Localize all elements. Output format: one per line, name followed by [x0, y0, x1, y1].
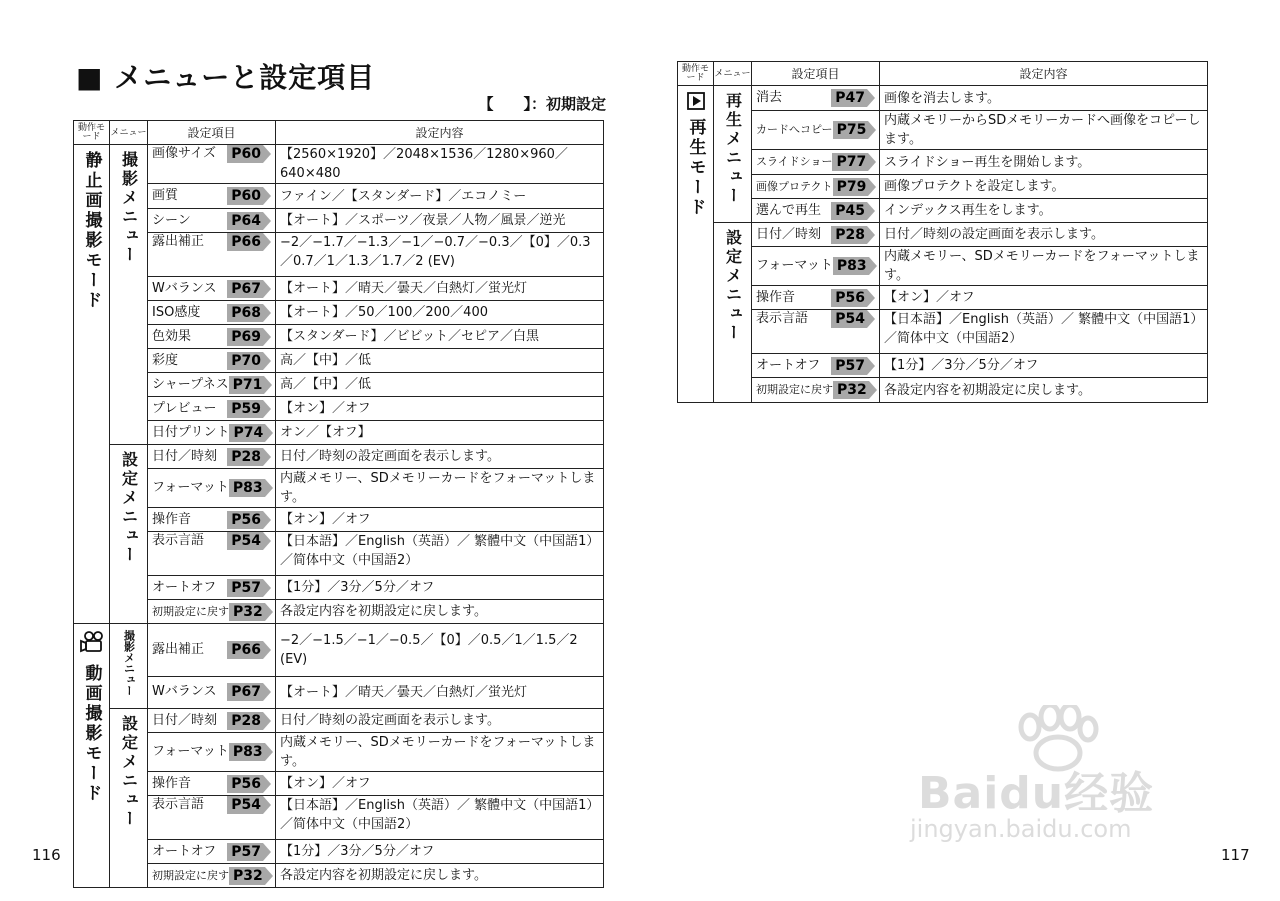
setting-item-label: 画像プロテクト: [756, 179, 833, 193]
mode-playback: 再生モード: [678, 86, 714, 403]
table-row: [74, 469, 604, 508]
setting-content: 【2560×1920】／2048×1536／1280×960／640×480: [276, 145, 604, 184]
setting-item: [148, 532, 276, 576]
setting-item-label: 日付／時刻: [756, 226, 822, 242]
header-menu: メニュー: [714, 62, 752, 86]
table-row: [74, 532, 604, 576]
menu-playback: 再生メニュー: [714, 86, 752, 223]
table-row: [74, 600, 604, 624]
page-title: ■ メニューと設定項目: [76, 61, 376, 94]
page-reference: P69: [227, 328, 263, 346]
table-row: [74, 624, 604, 677]
page-reference: P57: [227, 843, 263, 861]
setting-item-label: オートオフ: [152, 579, 217, 595]
setting-item: [148, 733, 276, 772]
setting-content: 【オート】／晴天／曇天／白熱灯／蛍光灯: [276, 676, 604, 708]
page-reference: P67: [227, 280, 263, 298]
setting-item: [148, 624, 276, 677]
header-mode: 動作モード: [678, 62, 714, 86]
setting-content: −2／−1.5／−1／−0.5／【0】／0.5／1／1.5／2 (EV): [276, 624, 604, 677]
page-reference: P28: [831, 226, 867, 244]
setting-item: [148, 145, 276, 184]
setting-item: [148, 508, 276, 532]
setting-content: オン／【オフ】: [276, 421, 604, 445]
setting-item-label: 露出補正: [152, 641, 205, 657]
table-row: [678, 378, 1208, 403]
page-reference: P66: [227, 641, 263, 659]
table-row: [74, 840, 604, 864]
setting-item-label: Wバランス: [152, 280, 217, 296]
setting-item-label: 表示言語: [152, 797, 205, 812]
setting-item: [148, 600, 276, 624]
table-row: [74, 508, 604, 532]
setting-item-label: 日付プリント: [152, 424, 230, 440]
setting-content: 【オン】／オフ: [276, 772, 604, 796]
play-icon: [687, 92, 705, 110]
setting-item-label: 消去: [756, 90, 783, 105]
setting-item: [148, 469, 276, 508]
setting-content: 【日本語】／English（英語）／ 繁體中文（中国語1）／简体中文（中国語2）: [880, 310, 1208, 354]
table-row: [74, 796, 604, 840]
setting-item: [752, 247, 880, 286]
setting-item: [752, 378, 880, 403]
table-row: [74, 709, 604, 733]
setting-item-label: シャープネス: [152, 376, 229, 392]
table-row: [678, 199, 1208, 223]
menu-setup: 設定メニュー: [110, 709, 148, 888]
setting-item-label: 表示言語: [152, 533, 205, 548]
setting-item: [148, 796, 276, 840]
setting-item-label: 表示言語: [756, 311, 809, 326]
page-reference: P32: [229, 603, 265, 621]
table-row: [678, 286, 1208, 310]
header-item: 設定項目: [752, 62, 880, 86]
page-reference: P60: [227, 145, 263, 163]
setting-item: [752, 223, 880, 247]
header-menu: メニュー: [110, 121, 148, 145]
table-row: [74, 676, 604, 708]
left-settings-table: [73, 120, 604, 888]
page-reference: P56: [227, 775, 263, 793]
setting-content: 各設定内容を初期設定に戻します。: [276, 864, 604, 888]
page-number-left: 116: [32, 846, 61, 864]
setting-item: [148, 576, 276, 600]
setting-item-label: 選んで再生: [756, 202, 822, 218]
table-row: [678, 150, 1208, 175]
menu-setup: 設定メニュー: [714, 223, 752, 403]
movie-camera-icon: [80, 630, 104, 656]
setting-item-label: 画像サイズ: [152, 146, 216, 161]
setting-item: [148, 840, 276, 864]
setting-item: [148, 772, 276, 796]
setting-content: 【スタンダード】／ビビット／セピア／白黒: [276, 325, 604, 349]
setting-content: 【オート】／50／100／200／400: [276, 301, 604, 325]
table-row: [74, 145, 604, 184]
setting-item-label: オートオフ: [152, 843, 217, 859]
table-row: [74, 325, 604, 349]
setting-item-label: スライドショー: [756, 155, 833, 168]
watermark-brand: Baidu经验: [918, 768, 1155, 819]
page-reference: P79: [833, 178, 869, 196]
setting-content: 【日本語】／English（英語）／ 繁體中文（中国語1）／简体中文（中国語2）: [276, 532, 604, 576]
page-reference: P66: [227, 233, 263, 251]
page-reference: P28: [227, 712, 263, 730]
table-row: [74, 373, 604, 397]
setting-item: [752, 286, 880, 310]
setting-item: [148, 325, 276, 349]
setting-item: [148, 184, 276, 209]
table-row: [678, 223, 1208, 247]
page-reference: P77: [832, 153, 868, 171]
setting-content: 内蔵メモリーからSDメモリーカードへ画像をコピーします。: [880, 111, 1208, 150]
setting-item: [148, 445, 276, 469]
setting-content: 【1分】／3分／5分／オフ: [880, 354, 1208, 378]
table-row: [678, 247, 1208, 286]
table-header-row: [74, 121, 604, 145]
setting-item: [148, 397, 276, 421]
setting-item-label: フォーマット: [152, 744, 229, 759]
setting-item: [148, 864, 276, 888]
setting-item-label: ISO感度: [152, 304, 201, 320]
table-row: [74, 301, 604, 325]
page-reference: P59: [227, 400, 263, 418]
header-item: 設定項目: [148, 121, 276, 145]
setting-content: 【オン】／オフ: [276, 508, 604, 532]
page-reference: P56: [831, 289, 867, 307]
setting-content: 【1分】／3分／5分／オフ: [276, 576, 604, 600]
page-reference: P45: [831, 202, 867, 220]
setting-content: 画像プロテクトを設定します。: [880, 175, 1208, 199]
table-row: [74, 277, 604, 301]
page-reference: P68: [227, 304, 263, 322]
setting-item-label: 初期設定に戻す: [756, 383, 833, 396]
table-row: [74, 397, 604, 421]
setting-content: ファイン／【スタンダード】／エコノミー: [276, 184, 604, 209]
setting-content: インデックス再生をします。: [880, 199, 1208, 223]
menu-shooting: 撮影メニュー: [110, 145, 148, 445]
table-row: [678, 354, 1208, 378]
setting-item-label: 日付／時刻: [152, 712, 218, 728]
table-row: [74, 349, 604, 373]
page-reference: P47: [831, 89, 867, 107]
page-reference: P83: [833, 257, 869, 275]
menu-movie-shooting: 撮影メニュー: [110, 624, 148, 709]
page-reference: P32: [833, 381, 869, 399]
setting-item: [148, 277, 276, 301]
setting-content: 内蔵メモリー、SDメモリーカードをフォーマットします。: [276, 733, 604, 772]
setting-item: [752, 354, 880, 378]
setting-content: スライドショー再生を開始します。: [880, 150, 1208, 175]
setting-item-label: オートオフ: [756, 357, 821, 373]
setting-content: 高／【中】／低: [276, 373, 604, 397]
header-content: 設定内容: [276, 121, 604, 145]
header-content: 設定内容: [880, 62, 1208, 86]
setting-item: [752, 150, 880, 175]
setting-item: [148, 676, 276, 708]
setting-item: [148, 709, 276, 733]
setting-item-label: 露出補正: [152, 234, 205, 249]
page-reference: P67: [227, 683, 263, 701]
setting-item: [148, 349, 276, 373]
setting-content: 各設定内容を初期設定に戻します。: [276, 600, 604, 624]
page-reference: P71: [229, 376, 265, 394]
setting-item-label: プレビュー: [152, 400, 217, 416]
setting-item-label: 操作音: [152, 775, 192, 791]
setting-item-label: 操作音: [152, 511, 192, 527]
setting-item: [148, 301, 276, 325]
setting-item: [752, 199, 880, 223]
page-reference: P56: [227, 511, 263, 529]
menu-setup: 設定メニュー: [110, 445, 148, 624]
setting-content: 日付／時刻の設定画面を表示します。: [276, 445, 604, 469]
setting-item-label: フォーマット: [152, 480, 229, 495]
setting-item-label: 画質: [152, 188, 179, 203]
setting-content: 高／【中】／低: [276, 349, 604, 373]
table-row: [74, 864, 604, 888]
page-reference: P54: [227, 532, 263, 550]
setting-item-label: 色効果: [152, 328, 192, 344]
page-reference: P75: [833, 121, 869, 139]
setting-item: [148, 373, 276, 397]
table-row: [74, 445, 604, 469]
setting-content: 各設定内容を初期設定に戻します。: [880, 378, 1208, 403]
table-row: [74, 733, 604, 772]
setting-item-label: 日付／時刻: [152, 448, 218, 464]
setting-item: [148, 209, 276, 233]
setting-content: 【オート】／晴天／曇天／白熱灯／蛍光灯: [276, 277, 604, 301]
watermark-url: jingyan.baidu.com: [910, 815, 1132, 843]
table-row: [678, 111, 1208, 150]
setting-content: 【オン】／オフ: [880, 286, 1208, 310]
setting-item-label: 操作音: [756, 289, 796, 305]
table-row: [74, 576, 604, 600]
mode-still-photo: 静止画撮影モード: [74, 145, 110, 624]
setting-item: [752, 175, 880, 199]
setting-content: 内蔵メモリー、SDメモリーカードをフォーマットします。: [880, 247, 1208, 286]
setting-item-label: 彩度: [152, 352, 179, 368]
right-settings-table: [677, 61, 1208, 403]
page-reference: P74: [229, 424, 265, 442]
header-mode: 動作モード: [74, 121, 110, 145]
setting-content: 【オート】／スポーツ／夜景／人物／風景／逆光: [276, 209, 604, 233]
table-row: [74, 184, 604, 209]
mode-movie: 動画撮影モード: [74, 624, 110, 888]
setting-item-label: 初期設定に戻す: [152, 868, 229, 882]
setting-content: 【1分】／3分／5分／オフ: [276, 840, 604, 864]
initial-setting-note: 【 】：初期設定: [478, 95, 606, 113]
setting-content: 画像を消去します。: [880, 86, 1208, 111]
page-reference: P32: [229, 867, 265, 885]
page-reference: P57: [831, 357, 867, 375]
page-reference: P54: [831, 310, 867, 328]
table-row: [678, 310, 1208, 354]
table-header-row: [678, 62, 1208, 86]
setting-item: [148, 233, 276, 277]
table-row: [74, 209, 604, 233]
setting-item: [148, 421, 276, 445]
page-reference: P64: [227, 212, 263, 230]
table-row: [74, 233, 604, 277]
setting-content: −2／−1.7／−1.3／−1／−0.7／−0.3／【0】／0.3／0.7／1／1.3／1.7／2 (EV): [276, 233, 604, 277]
page-reference: P83: [229, 479, 265, 497]
setting-item-label: 初期設定に戻す: [152, 604, 229, 618]
setting-content: 内蔵メモリー、SDメモリーカードをフォーマットします。: [276, 469, 604, 508]
page-reference: P60: [227, 187, 263, 205]
table-row: [74, 421, 604, 445]
page-reference: P28: [227, 448, 263, 466]
page-number-right: 117: [1221, 846, 1250, 864]
table-row: [678, 86, 1208, 111]
page-reference: P70: [227, 352, 263, 370]
table-row: [678, 175, 1208, 199]
setting-item-label: Wバランス: [152, 684, 217, 700]
baidu-watermark: [900, 705, 1200, 855]
page-reference: P54: [227, 796, 263, 814]
setting-content: 【オン】／オフ: [276, 397, 604, 421]
page-reference: P57: [227, 579, 263, 597]
setting-item: [752, 310, 880, 354]
setting-item-label: カードへコピー: [756, 123, 833, 136]
setting-item-label: シーン: [152, 212, 191, 228]
setting-item-label: フォーマット: [756, 258, 833, 273]
setting-content: 日付／時刻の設定画面を表示します。: [880, 223, 1208, 247]
setting-item: [752, 86, 880, 111]
setting-content: 【日本語】／English（英語）／ 繁體中文（中国語1）／简体中文（中国語2）: [276, 796, 604, 840]
setting-item: [752, 111, 880, 150]
page-reference: P83: [229, 743, 265, 761]
setting-content: 日付／時刻の設定画面を表示します。: [276, 709, 604, 733]
table-row: [74, 772, 604, 796]
